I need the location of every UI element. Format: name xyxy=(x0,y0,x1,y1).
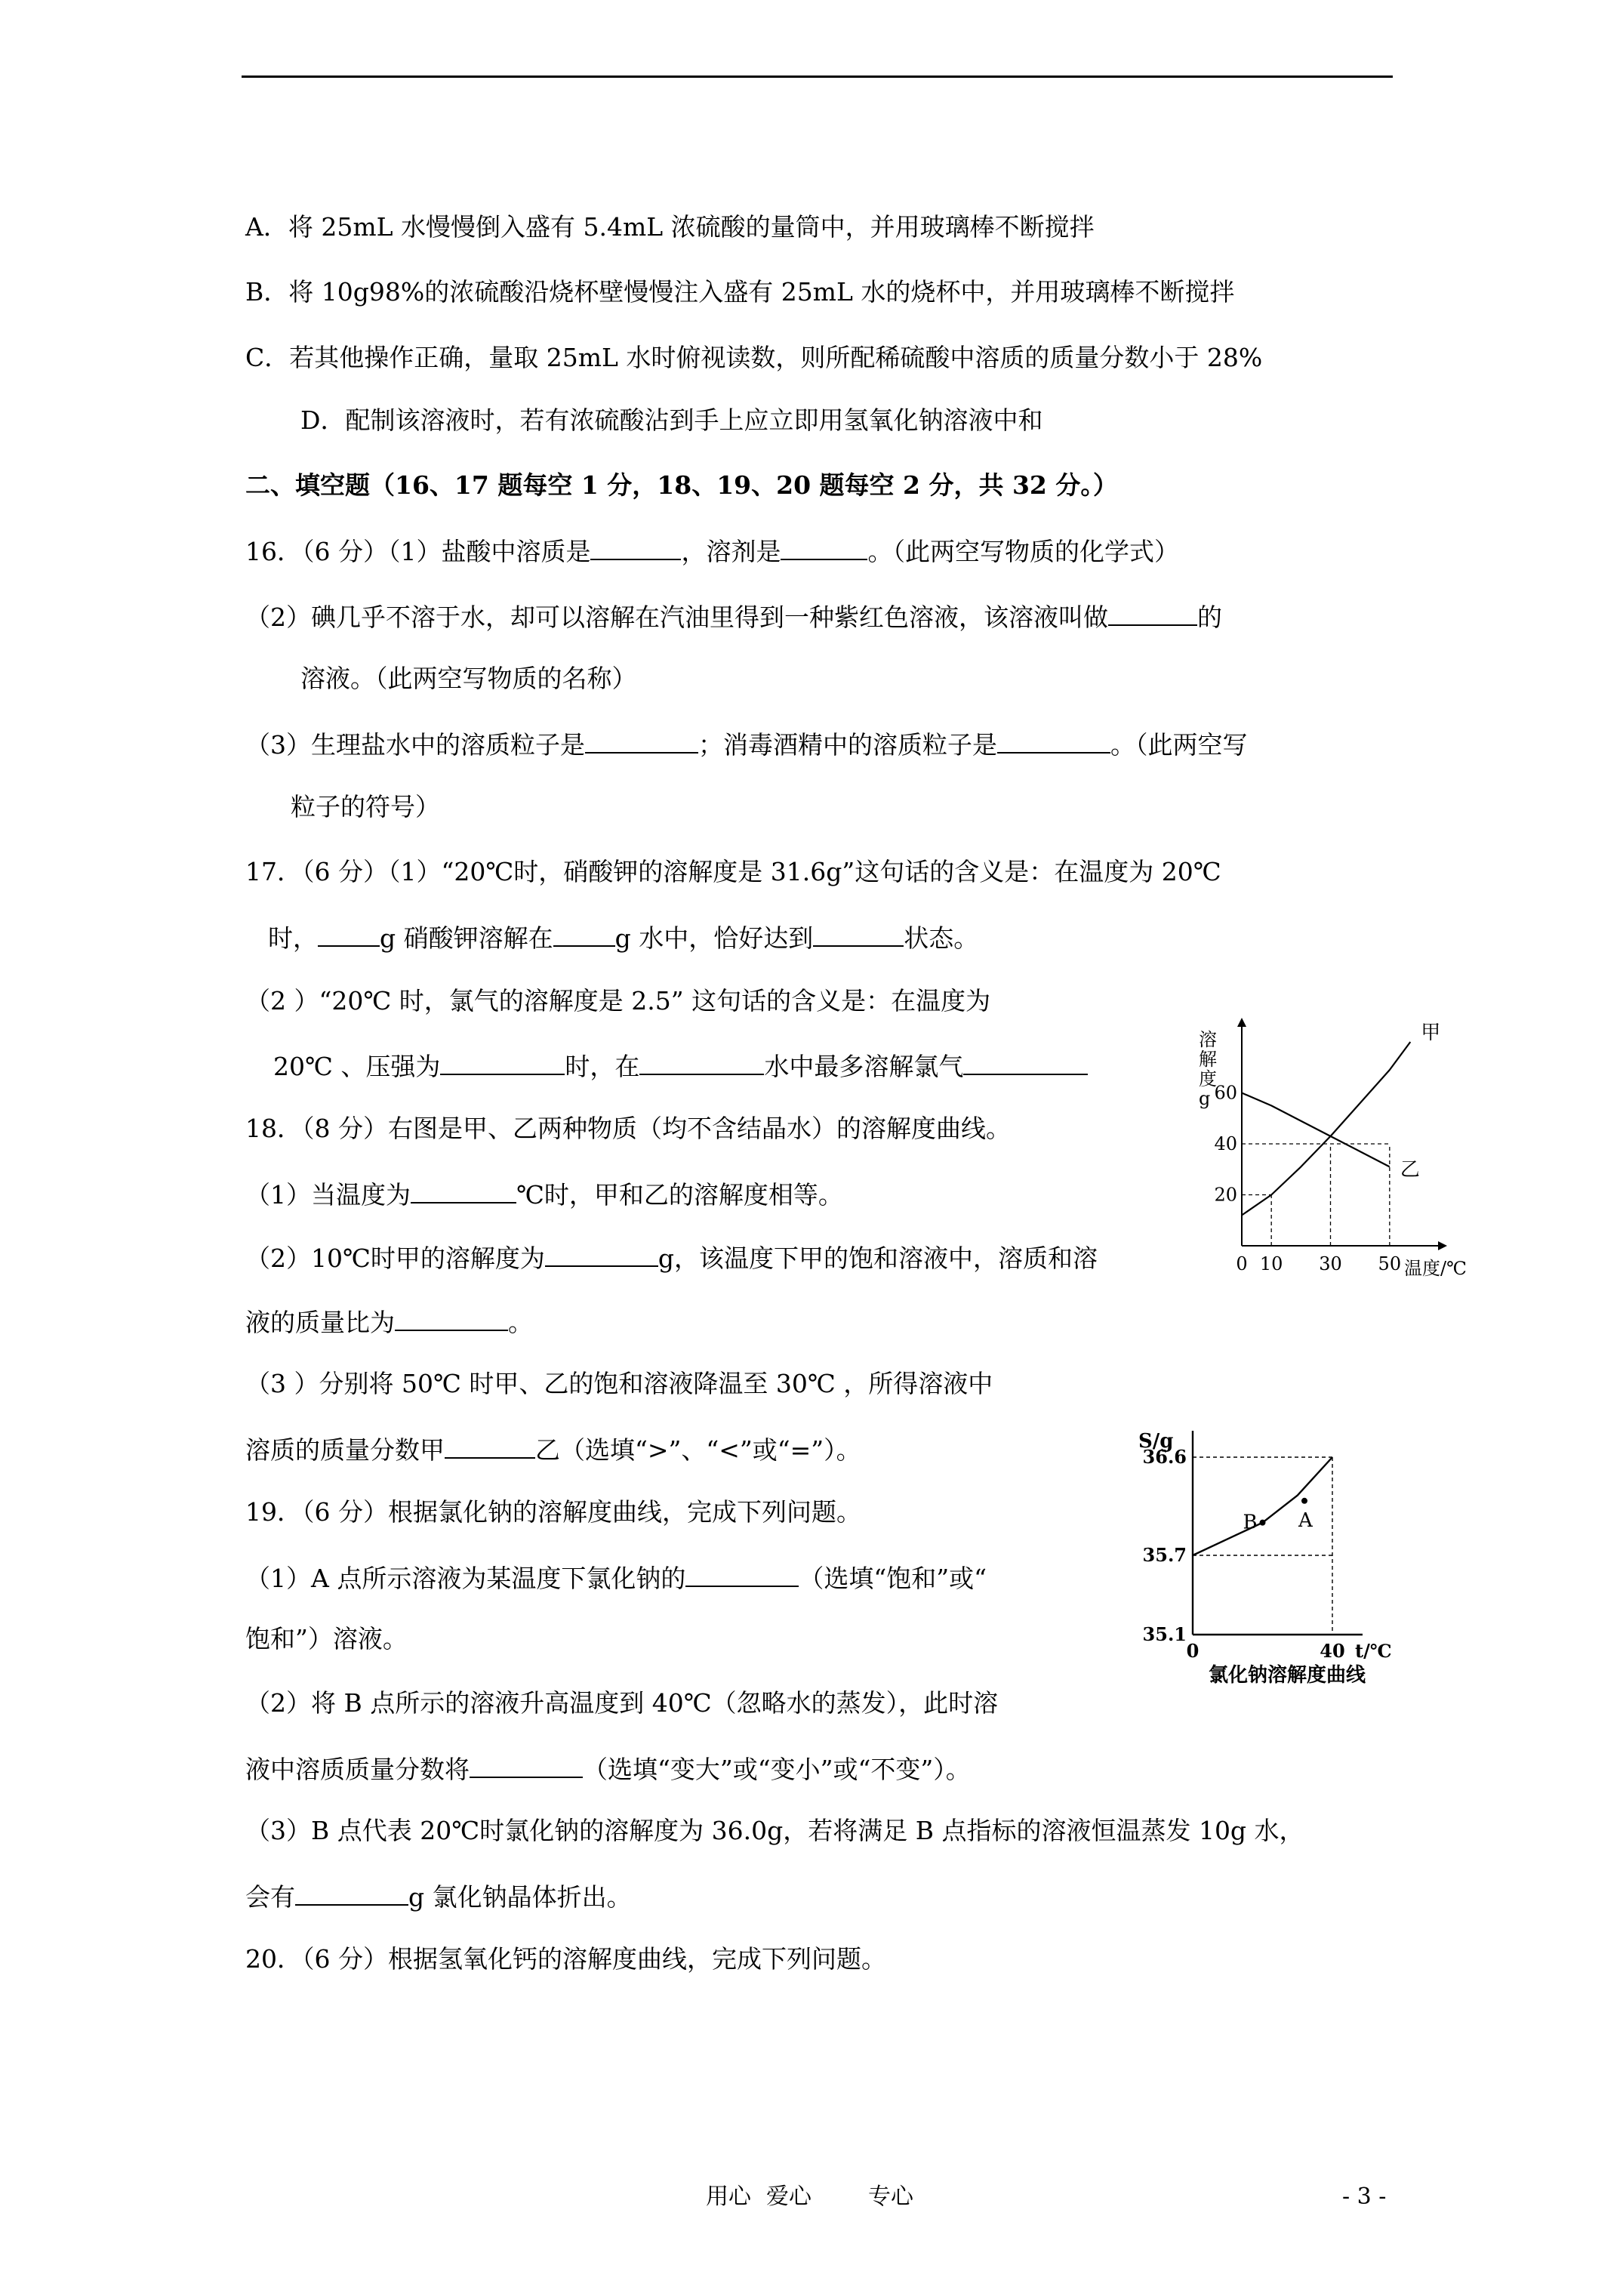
q16-part2: （2）碘几乎不溶于水，却可以溶解在汽油里得到一种紫红色溶液，该溶液叫做 的 xyxy=(245,600,1222,633)
answer-blank[interactable] xyxy=(813,921,904,947)
q19-part3-cont: 会有 g 氯化钠晶体折出。 xyxy=(245,1880,632,1912)
x-tick-label: 10 xyxy=(1259,1253,1283,1274)
footer-word: 爱心 xyxy=(766,2184,812,2210)
q19-part2: （2）将 B 点所示的溶液升高温度到 40℃（忽略水的蒸发），此时溶 xyxy=(245,1688,999,1718)
q19-part1-cont: 饱和”）溶液。 xyxy=(245,1624,408,1653)
series-label: 乙 xyxy=(1400,1158,1420,1182)
x-tick-label: 30 xyxy=(1319,1253,1342,1274)
x-axis-label: 温度/℃ xyxy=(1404,1258,1467,1279)
point-label: B xyxy=(1243,1511,1258,1534)
answer-blank[interactable] xyxy=(470,1752,583,1778)
q17-part1-cont: 时， g 硝酸钾溶解在 g 水中，恰好达到 状态。 xyxy=(268,921,978,954)
footer-word: 专心 xyxy=(868,2184,913,2210)
section-heading: 二、填空题（16、17 题每空 1 分，18、19、20 题每空 2 分，共 32 分。） xyxy=(245,470,1118,500)
answer-blank[interactable] xyxy=(639,1049,764,1075)
q19-part3: （3）B 点代表 20℃时氯化钠的溶解度为 36.0g，若将满足 B 点指标的溶液恒温蒸发 10g 水， xyxy=(245,1816,1304,1845)
data-point xyxy=(1301,1498,1307,1504)
x-tick-label: 0 xyxy=(1186,1640,1200,1662)
answer-blank[interactable] xyxy=(1108,600,1197,626)
x-tick-label: 40 xyxy=(1320,1640,1345,1662)
y-tick-label: 40 xyxy=(1214,1133,1237,1154)
answer-blank[interactable] xyxy=(963,1049,1088,1075)
option-c: C．若其他操作正确，量取 25mL 水时俯视读数，则所配稀硫酸中溶质的质量分数小于 28% xyxy=(245,343,1263,372)
option-a: A．将 25mL 水慢慢倒入盛有 5.4mL 浓硫酸的量筒中，并用玻璃棒不断搅拌 xyxy=(245,212,1095,242)
chart-svg xyxy=(1125,1416,1427,1687)
answer-blank[interactable] xyxy=(585,728,698,754)
solubility-chart-jia-yi xyxy=(1185,1015,1467,1279)
answer-blank[interactable] xyxy=(445,1433,535,1459)
answer-blank[interactable] xyxy=(997,728,1110,754)
q16-part3-cont: 粒子的符号） xyxy=(291,792,440,821)
q17-part2-cont: 20℃ 、压强为 时，在 水中最多溶解氯气 xyxy=(273,1049,1088,1082)
data-point xyxy=(1260,1520,1266,1526)
page-number: - 3 - xyxy=(1342,2184,1387,2210)
series-label: 甲 xyxy=(1421,1022,1441,1044)
x-tick-label: 50 xyxy=(1378,1253,1402,1274)
y-tick-label: 35.7 xyxy=(1142,1544,1187,1566)
y-tick-label: 36.6 xyxy=(1142,1446,1187,1468)
series-line xyxy=(1242,1093,1390,1167)
q16-part3: （3）生理盐水中的溶质粒子是 ；消毒酒精中的溶质粒子是 。（此两空写 xyxy=(245,728,1248,760)
option-b: B．将 10g98%的浓硫酸沿烧杯壁慢慢注入盛有 25mL 水的烧杯中，并用玻璃棒不断搅拌 xyxy=(245,277,1235,307)
answer-blank[interactable] xyxy=(590,535,681,560)
q19-stem: 19．（6 分）根据氯化钠的溶解度曲线，完成下列问题。 xyxy=(245,1497,861,1527)
chart-svg xyxy=(1185,1015,1467,1279)
q18-part2: （2）10℃时甲的溶解度为 g，该温度下甲的饱和溶液中，溶质和溶 xyxy=(245,1241,1098,1274)
y-axis-label-char: 度 xyxy=(1199,1068,1217,1089)
q19-part1: （1）A 点所示溶液为某温度下氯化钠的 （选填“饱和”或“ xyxy=(245,1561,987,1594)
q17-part1: 17．（6 分）（1）“20℃时，硝酸钾的溶解度是 31.6g”这句话的含义是：在温度为 20℃ xyxy=(245,857,1221,886)
x-axis-arrow xyxy=(1438,1241,1447,1250)
point-label: A xyxy=(1298,1509,1313,1532)
answer-blank[interactable] xyxy=(685,1561,799,1587)
y-axis-arrow xyxy=(1237,1018,1246,1027)
q18-part3-cont: 溶质的质量分数甲 乙（选填“>”、“<”或“=”）。 xyxy=(245,1433,861,1465)
q19-part2-cont: 液中溶质质量分数将 （选填“变大”或“变小”或“不变”）。 xyxy=(245,1752,971,1785)
answer-blank[interactable] xyxy=(295,1880,408,1906)
y-axis-label-char: 解 xyxy=(1199,1049,1217,1070)
y-axis-label-unit: g xyxy=(1199,1088,1211,1109)
answer-blank[interactable] xyxy=(411,1178,516,1203)
answer-blank[interactable] xyxy=(395,1305,508,1331)
q17-part2: （2 ）“20℃ 时，氯气的溶解度是 2.5” 这句话的含义是：在温度为 xyxy=(245,986,991,1015)
q18-part2-cont: 液的质量比为 。 xyxy=(245,1305,533,1338)
footer-word: 用心 xyxy=(706,2184,751,2210)
answer-blank[interactable] xyxy=(553,921,615,947)
q18-stem: 18．（8 分）右图是甲、乙两种物质（均不含结晶水）的溶解度曲线。 xyxy=(245,1114,1011,1143)
answer-blank[interactable] xyxy=(781,535,867,560)
series-line xyxy=(1193,1457,1332,1555)
x-axis-label: t/℃ xyxy=(1355,1640,1392,1662)
header-rule xyxy=(242,76,1393,78)
y-tick-label: 35.1 xyxy=(1142,1623,1187,1645)
q16-part2-cont: 溶液。（此两空写物质的名称） xyxy=(300,664,637,693)
option-d: D．配制该溶液时，若有浓硫酸沾到手上应立即用氢氧化钠溶液中和 xyxy=(300,405,1043,435)
series-line xyxy=(1242,1042,1410,1216)
q18-part3: （3 ）分别将 50℃ 时甲、乙的饱和溶液降温至 30℃ ，所得溶液中 xyxy=(245,1369,993,1398)
y-tick-label: 20 xyxy=(1214,1184,1237,1206)
chart-title: 氯化钠溶解度曲线 xyxy=(1208,1664,1366,1687)
answer-blank[interactable] xyxy=(440,1049,565,1075)
answer-blank[interactable] xyxy=(545,1241,658,1267)
answer-blank[interactable] xyxy=(318,921,380,947)
y-tick-label: 60 xyxy=(1214,1082,1237,1104)
q18-part1: （1）当温度为 ℃时，甲和乙的溶解度相等。 xyxy=(245,1178,843,1210)
q20-stem: 20．（6 分）根据氢氧化钙的溶解度曲线，完成下列问题。 xyxy=(245,1944,886,1974)
nacl-solubility-chart xyxy=(1125,1416,1427,1687)
x-tick-label: 0 xyxy=(1236,1253,1248,1274)
y-axis-label: S/g xyxy=(1138,1430,1174,1453)
q16-part1: 16．（6 分）（1）盐酸中溶质是 ，溶剂是 。（此两空写物质的化学式） xyxy=(245,535,1179,567)
y-axis-label-char: 溶 xyxy=(1199,1029,1217,1050)
